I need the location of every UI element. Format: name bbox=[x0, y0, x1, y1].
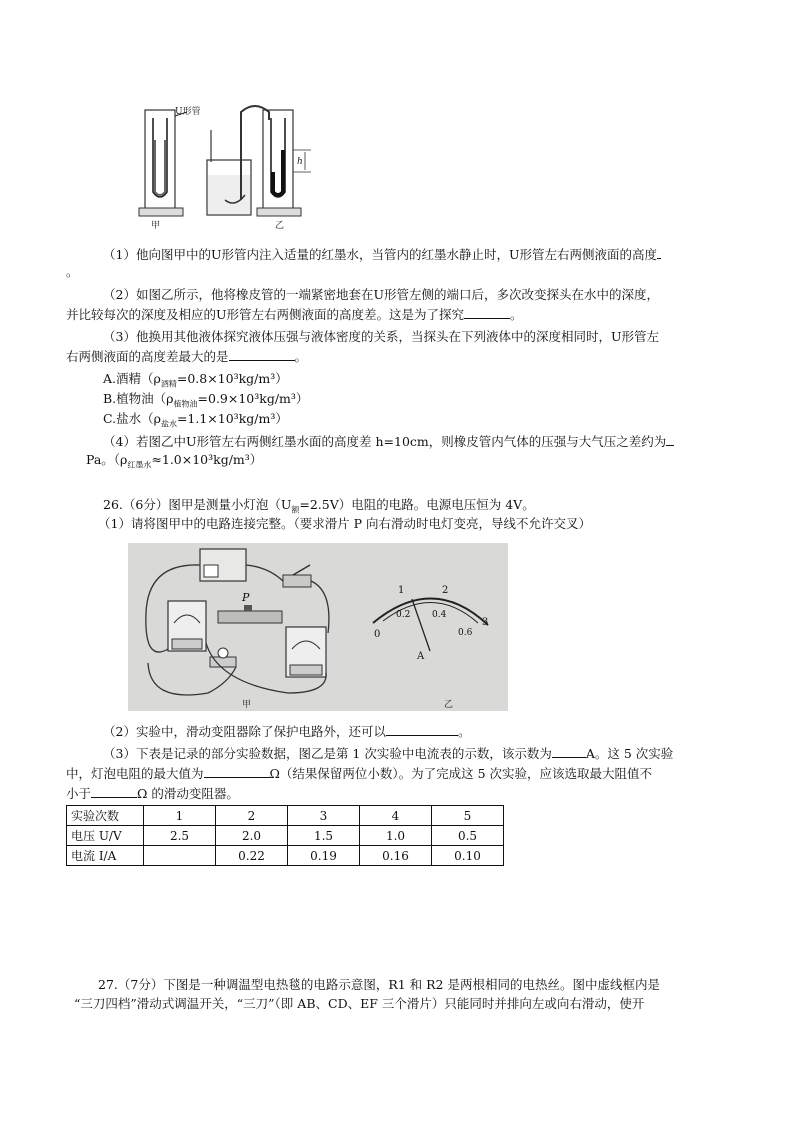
q25-part1-end: 。 bbox=[66, 264, 79, 279]
table-cell: 0.5 bbox=[432, 826, 504, 846]
table-cell: 0.10 bbox=[432, 846, 504, 866]
q26-part2-blank[interactable] bbox=[386, 723, 458, 736]
table-cell: 0.19 bbox=[288, 846, 360, 866]
q25-option-a: A.酒精$(\rho_{酒精}=0.8\times 10^3kg/m^3)$ bbox=[103, 371, 288, 389]
dial-unit-a: A bbox=[417, 651, 425, 662]
q26-part3-line2: 中，灯泡电阻的最大值为 Ω（结果保留两位小数）。为了完成这 5 次实验，应该选取最大阻值不 bbox=[66, 766, 653, 781]
table-cell: 电流 I/A bbox=[67, 846, 144, 866]
table-header-cell: 1 bbox=[144, 806, 216, 826]
table-cell: 2.5 bbox=[144, 826, 216, 846]
dial-tick-0-6: 0.6 bbox=[458, 628, 473, 638]
q25-part2-line1: （2）如图乙所示，他将橡皮管的一端紧密地套在U形管左侧的端口后，多次改变探头在水中的深度， bbox=[103, 287, 659, 302]
q25-part3-blank[interactable] bbox=[229, 348, 295, 361]
table-header-cell: 3 bbox=[288, 806, 360, 826]
q25-part1 bbox=[103, 246, 661, 263]
q26-part3-line3: 小于 Ω 的滑动变阻器。 bbox=[66, 786, 239, 801]
q25-part4-blank[interactable] bbox=[666, 433, 674, 446]
q25-option-b: B.植物油$(\rho_{植物油}=0.9\times 10^3kg/m^3)$ bbox=[103, 391, 309, 409]
q26-rheostat-blank[interactable] bbox=[91, 785, 137, 798]
u-tube-label: U形管 bbox=[175, 107, 201, 117]
table-header-cell: 5 bbox=[432, 806, 504, 826]
table-header-cell: 2 bbox=[216, 806, 288, 826]
q25-option-c: C.盐水$(\rho_{盐水}=1.1\times 10^3kg/m^3)$ bbox=[103, 411, 288, 429]
label-p: P bbox=[242, 591, 250, 604]
q26-part1: （1）请将图甲中的电路连接完整。（要求滑片 P 向右滑动时电灯变亮，导线不允许交叉） bbox=[98, 516, 592, 531]
dial-tick-3: 3 bbox=[482, 617, 489, 628]
q25-part2-line2: 并比较每次的深度及相应的U形管左右两侧液面的高度差。这是为了探究 。 bbox=[66, 307, 523, 322]
dial-tick-0: 0 bbox=[374, 629, 381, 640]
dial-tick-0-4: 0.4 bbox=[432, 610, 447, 620]
label-yi: 乙 bbox=[275, 221, 285, 230]
dial-tick-0-2: 0.2 bbox=[396, 610, 411, 620]
table-header-cell: 4 bbox=[360, 806, 432, 826]
q25-part1-blank[interactable] bbox=[657, 246, 661, 259]
dial-tick-2: 2 bbox=[442, 585, 449, 596]
table-cell: 0.22 bbox=[216, 846, 288, 866]
label-h: h bbox=[297, 157, 303, 167]
q25-part3-line1: （3）他换用其他液体探究液体压强与液体密度的关系，当探头在下列液体中的深度相同时，U形管左 bbox=[103, 329, 659, 344]
q25-part4-line1: （4）若图乙中U形管左右两侧红墨水面的高度差 h=10cm，则橡皮管内气体的压强与大气压之差约为 bbox=[103, 433, 674, 450]
q26-resistance-blank[interactable] bbox=[204, 765, 270, 778]
table-cell: 1.5 bbox=[288, 826, 360, 846]
table-cell: 1.0 bbox=[360, 826, 432, 846]
q25-part2-blank[interactable] bbox=[464, 306, 510, 319]
table-header-row bbox=[67, 806, 504, 826]
table-cell: 0.16 bbox=[360, 846, 432, 866]
q25-part3-line2: 右两侧液面的高度差最大的是 。 bbox=[66, 349, 308, 364]
table-row bbox=[67, 846, 504, 866]
q26-part2: （2）实验中，滑动变阻器除了保护电路外，还可以 。 bbox=[103, 724, 471, 739]
q25-part1-text: （1）他向图甲中的U形管内注入适量的红墨水，当管内的红墨水静止时，U形管左右两侧液面的高度 bbox=[103, 247, 658, 262]
q25-part4-line2: Pa。$(\rho_{红墨水}\approx 1.0\times 10^3kg/m^3)$ bbox=[86, 452, 263, 470]
table-header-cell: 实验次数 bbox=[67, 806, 144, 826]
table-row bbox=[67, 826, 504, 846]
u-tube-figure bbox=[135, 100, 335, 230]
table-cell: 2.0 bbox=[216, 826, 288, 846]
q26-part3-line1: （3）下表是记录的部分实验数据，图乙是第 1 次实验中电流表的示数，该示数为 A。这 5 次实验 bbox=[103, 746, 674, 761]
fig2-label-jia: 甲 bbox=[242, 700, 252, 710]
q26-title: 26.（6分）图甲是测量小灯泡$(U_额=2.5V)$电阻的电路。电源电压恒为 4V。 bbox=[103, 497, 535, 515]
table-cell-blank[interactable] bbox=[144, 846, 216, 866]
q27-line1: 27.（7分）下图是一种调温型电热毯的电路示意图，R1 和 R2 是两根相同的电热丝。图中虚线框内是 bbox=[98, 977, 660, 992]
q26-current-blank[interactable] bbox=[552, 745, 586, 758]
experiment-table bbox=[66, 805, 504, 866]
dial-tick-1: 1 bbox=[398, 585, 405, 596]
label-jia: 甲 bbox=[151, 221, 161, 230]
circuit-figure bbox=[128, 543, 508, 711]
q27-line2: “三刀四档”滑动式调温开关，“三刀”（即 AB、CD、EF 三个滑片）只能同时并排向左或向右滑动，使开 bbox=[74, 996, 645, 1011]
table-cell: 电压 U/V bbox=[67, 826, 144, 846]
fig2-label-yi: 乙 bbox=[444, 700, 454, 710]
